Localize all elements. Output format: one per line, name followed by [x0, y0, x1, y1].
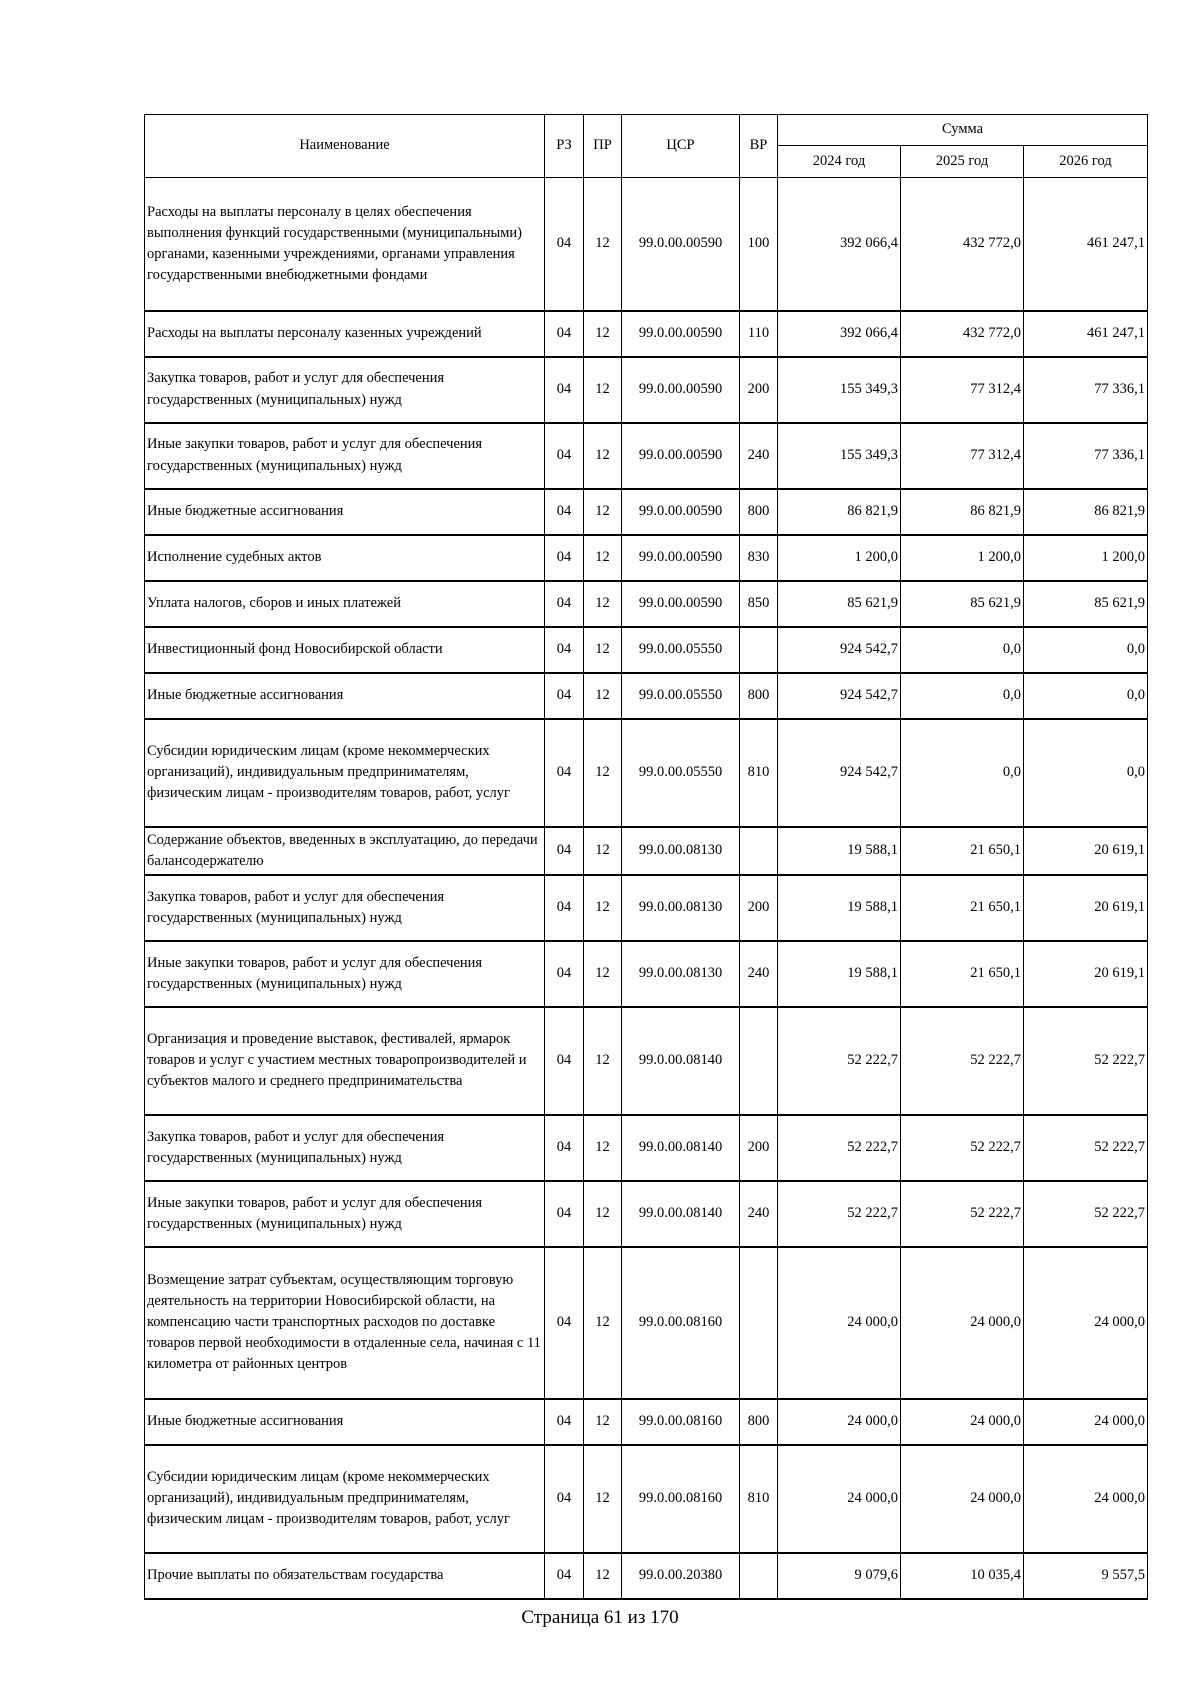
cell-sum-2025: 432 772,0 — [901, 178, 1024, 311]
budget-table — [144, 114, 1148, 1600]
cell-name: Уплата налогов, сборов и иных платежей — [145, 581, 545, 627]
cell-sum-2024: 155 349,3 — [778, 357, 901, 423]
cell-sum-2025: 21 650,1 — [901, 827, 1024, 875]
cell-name: Иные закупки товаров, работ и услуг для обеспечения государственных (муниципальных) нужд — [145, 1181, 545, 1247]
header-year-2024: 2024 год — [778, 146, 901, 178]
cell-sum-2024: 392 066,4 — [778, 178, 901, 311]
cell-sum-2024: 19 588,1 — [778, 941, 901, 1007]
cell-rz: 04 — [545, 357, 584, 423]
cell-vr — [740, 1007, 778, 1115]
cell-sum-2026: 77 336,1 — [1024, 423, 1148, 489]
cell-csr: 99.0.00.08140 — [622, 1181, 740, 1247]
cell-rz: 04 — [545, 1247, 584, 1399]
cell-sum-2025: 85 621,9 — [901, 581, 1024, 627]
table-row — [145, 178, 1148, 311]
cell-name: Расходы на выплаты персоналу в целях обеспечения выполнения функций государственными (муниципальными) органами, казенными учреждениями, органами управления государственными внебюджетными фондами — [145, 178, 545, 311]
cell-csr: 99.0.00.08130 — [622, 875, 740, 941]
cell-csr: 99.0.00.08130 — [622, 941, 740, 1007]
cell-csr: 99.0.00.00590 — [622, 423, 740, 489]
cell-name: Иные закупки товаров, работ и услуг для обеспечения государственных (муниципальных) нужд — [145, 941, 545, 1007]
cell-sum-2026: 0,0 — [1024, 719, 1148, 827]
table-row — [145, 827, 1148, 875]
cell-sum-2025: 0,0 — [901, 673, 1024, 719]
cell-sum-2024: 924 542,7 — [778, 719, 901, 827]
cell-vr: 830 — [740, 535, 778, 581]
cell-csr: 99.0.00.00590 — [622, 357, 740, 423]
table-row — [145, 1181, 1148, 1247]
cell-pr: 12 — [584, 1007, 622, 1115]
cell-sum-2025: 52 222,7 — [901, 1181, 1024, 1247]
cell-pr: 12 — [584, 1553, 622, 1599]
cell-sum-2024: 24 000,0 — [778, 1247, 901, 1399]
table-row — [145, 357, 1148, 423]
cell-csr: 99.0.00.00590 — [622, 311, 740, 357]
cell-rz: 04 — [545, 1181, 584, 1247]
cell-sum-2025: 86 821,9 — [901, 489, 1024, 535]
cell-sum-2025: 0,0 — [901, 719, 1024, 827]
header-sum: Сумма — [778, 115, 1148, 146]
cell-sum-2025: 21 650,1 — [901, 875, 1024, 941]
cell-sum-2026: 20 619,1 — [1024, 827, 1148, 875]
cell-pr: 12 — [584, 875, 622, 941]
table-row — [145, 627, 1148, 673]
cell-rz: 04 — [545, 1007, 584, 1115]
header-vr: ВР — [740, 115, 778, 178]
cell-sum-2026: 52 222,7 — [1024, 1115, 1148, 1181]
cell-name: Возмещение затрат субъектам, осуществляющим торговую деятельность на территории Новосибирской области, на компенсацию части транспортных расходов по доставке товаров первой необходимости в отдаленные села, начиная с 11 километра от районных центров — [145, 1247, 545, 1399]
cell-name: Субсидии юридическим лицам (кроме некоммерческих организаций), индивидуальным предпринимателям, физическим лицам - производителям товаров, работ, услуг — [145, 1445, 545, 1553]
cell-pr: 12 — [584, 1181, 622, 1247]
cell-vr: 200 — [740, 357, 778, 423]
cell-csr: 99.0.00.08160 — [622, 1247, 740, 1399]
cell-csr: 99.0.00.05550 — [622, 673, 740, 719]
cell-sum-2026: 24 000,0 — [1024, 1445, 1148, 1553]
table-row — [145, 1399, 1148, 1445]
cell-sum-2024: 52 222,7 — [778, 1115, 901, 1181]
table-row — [145, 535, 1148, 581]
table-row — [145, 1247, 1148, 1399]
cell-sum-2025: 77 312,4 — [901, 423, 1024, 489]
cell-vr: 810 — [740, 1445, 778, 1553]
table-row — [145, 581, 1148, 627]
cell-vr: 800 — [740, 673, 778, 719]
cell-sum-2024: 86 821,9 — [778, 489, 901, 535]
cell-vr: 810 — [740, 719, 778, 827]
cell-pr: 12 — [584, 627, 622, 673]
cell-rz: 04 — [545, 673, 584, 719]
cell-sum-2025: 52 222,7 — [901, 1007, 1024, 1115]
cell-pr: 12 — [584, 535, 622, 581]
cell-sum-2025: 77 312,4 — [901, 357, 1024, 423]
table-row — [145, 719, 1148, 827]
header-year-2025: 2025 год — [901, 146, 1024, 178]
cell-pr: 12 — [584, 1445, 622, 1553]
cell-name: Расходы на выплаты персоналу казенных учреждений — [145, 311, 545, 357]
cell-rz: 04 — [545, 489, 584, 535]
cell-vr: 800 — [740, 1399, 778, 1445]
cell-name: Иные бюджетные ассигнования — [145, 673, 545, 719]
cell-sum-2025: 21 650,1 — [901, 941, 1024, 1007]
cell-sum-2024: 85 621,9 — [778, 581, 901, 627]
cell-vr: 800 — [740, 489, 778, 535]
cell-rz: 04 — [545, 1399, 584, 1445]
cell-sum-2024: 1 200,0 — [778, 535, 901, 581]
cell-pr: 12 — [584, 489, 622, 535]
cell-sum-2026: 52 222,7 — [1024, 1007, 1148, 1115]
cell-csr: 99.0.00.00590 — [622, 535, 740, 581]
cell-vr: 240 — [740, 1181, 778, 1247]
cell-sum-2024: 52 222,7 — [778, 1007, 901, 1115]
table-row — [145, 1553, 1148, 1599]
cell-rz: 04 — [545, 941, 584, 1007]
cell-sum-2026: 461 247,1 — [1024, 178, 1148, 311]
cell-sum-2024: 155 349,3 — [778, 423, 901, 489]
cell-vr: 200 — [740, 1115, 778, 1181]
cell-pr: 12 — [584, 311, 622, 357]
cell-sum-2026: 0,0 — [1024, 673, 1148, 719]
header-rz: РЗ — [545, 115, 584, 178]
cell-sum-2024: 24 000,0 — [778, 1445, 901, 1553]
table-header-row — [145, 115, 1148, 146]
table-row — [145, 423, 1148, 489]
cell-name: Закупка товаров, работ и услуг для обеспечения государственных (муниципальных) нужд — [145, 357, 545, 423]
cell-sum-2026: 1 200,0 — [1024, 535, 1148, 581]
cell-name: Исполнение судебных актов — [145, 535, 545, 581]
cell-rz: 04 — [545, 1445, 584, 1553]
cell-rz: 04 — [545, 423, 584, 489]
cell-pr: 12 — [584, 1399, 622, 1445]
cell-name: Иные бюджетные ассигнования — [145, 1399, 545, 1445]
cell-pr: 12 — [584, 1115, 622, 1181]
cell-vr — [740, 827, 778, 875]
cell-csr: 99.0.00.08130 — [622, 827, 740, 875]
cell-vr: 110 — [740, 311, 778, 357]
cell-name: Закупка товаров, работ и услуг для обеспечения государственных (муниципальных) нужд — [145, 1115, 545, 1181]
cell-pr: 12 — [584, 827, 622, 875]
cell-sum-2024: 924 542,7 — [778, 673, 901, 719]
header-name: Наименование — [145, 115, 545, 178]
cell-rz: 04 — [545, 627, 584, 673]
header-year-2026: 2026 год — [1024, 146, 1148, 178]
cell-csr: 99.0.00.08160 — [622, 1445, 740, 1553]
cell-name: Организация и проведение выставок, фестивалей, ярмарок товаров и услуг с участием местных товаропроизводителей и субъектов малого и среднего предпринимательства — [145, 1007, 545, 1115]
cell-vr: 850 — [740, 581, 778, 627]
header-pr: ПР — [584, 115, 622, 178]
table-row — [145, 311, 1148, 357]
cell-csr: 99.0.00.00590 — [622, 178, 740, 311]
cell-sum-2025: 432 772,0 — [901, 311, 1024, 357]
cell-sum-2026: 86 821,9 — [1024, 489, 1148, 535]
cell-csr: 99.0.00.00590 — [622, 581, 740, 627]
cell-vr — [740, 627, 778, 673]
cell-sum-2026: 52 222,7 — [1024, 1181, 1148, 1247]
cell-csr: 99.0.00.05550 — [622, 719, 740, 827]
cell-sum-2025: 1 200,0 — [901, 535, 1024, 581]
cell-name: Иные бюджетные ассигнования — [145, 489, 545, 535]
cell-sum-2026: 9 557,5 — [1024, 1553, 1148, 1599]
cell-rz: 04 — [545, 1115, 584, 1181]
cell-csr: 99.0.00.20380 — [622, 1553, 740, 1599]
cell-pr: 12 — [584, 178, 622, 311]
cell-csr: 99.0.00.08160 — [622, 1399, 740, 1445]
cell-pr: 12 — [584, 1247, 622, 1399]
cell-sum-2026: 20 619,1 — [1024, 875, 1148, 941]
cell-csr: 99.0.00.08140 — [622, 1007, 740, 1115]
table-row — [145, 1445, 1148, 1553]
table-body — [145, 178, 1148, 1599]
cell-sum-2024: 924 542,7 — [778, 627, 901, 673]
cell-rz: 04 — [545, 535, 584, 581]
cell-sum-2024: 24 000,0 — [778, 1399, 901, 1445]
cell-name: Иные закупки товаров, работ и услуг для обеспечения государственных (муниципальных) нужд — [145, 423, 545, 489]
cell-sum-2026: 24 000,0 — [1024, 1399, 1148, 1445]
cell-csr: 99.0.00.08140 — [622, 1115, 740, 1181]
cell-csr: 99.0.00.00590 — [622, 489, 740, 535]
cell-sum-2025: 24 000,0 — [901, 1445, 1024, 1553]
cell-name: Субсидии юридическим лицам (кроме некоммерческих организаций), индивидуальным предпринимателям, физическим лицам - производителям товаров, работ, услуг — [145, 719, 545, 827]
cell-vr: 240 — [740, 423, 778, 489]
cell-sum-2024: 392 066,4 — [778, 311, 901, 357]
header-csr: ЦСР — [622, 115, 740, 178]
cell-sum-2025: 52 222,7 — [901, 1115, 1024, 1181]
cell-vr: 200 — [740, 875, 778, 941]
cell-rz: 04 — [545, 1553, 584, 1599]
cell-pr: 12 — [584, 423, 622, 489]
cell-rz: 04 — [545, 827, 584, 875]
table-row — [145, 1115, 1148, 1181]
page-number: Страница 61 из 170 — [521, 1607, 679, 1628]
cell-name: Инвестиционный фонд Новосибирской области — [145, 627, 545, 673]
cell-sum-2026: 77 336,1 — [1024, 357, 1148, 423]
cell-pr: 12 — [584, 673, 622, 719]
cell-sum-2024: 19 588,1 — [778, 827, 901, 875]
cell-pr: 12 — [584, 719, 622, 827]
table-row — [145, 1007, 1148, 1115]
cell-name: Содержание объектов, введенных в эксплуатацию, до передачи балансодержателю — [145, 827, 545, 875]
cell-rz: 04 — [545, 581, 584, 627]
cell-pr: 12 — [584, 581, 622, 627]
cell-rz: 04 — [545, 719, 584, 827]
cell-sum-2025: 24 000,0 — [901, 1247, 1024, 1399]
cell-vr: 240 — [740, 941, 778, 1007]
cell-sum-2026: 85 621,9 — [1024, 581, 1148, 627]
cell-rz: 04 — [545, 311, 584, 357]
table-row — [145, 673, 1148, 719]
cell-sum-2026: 461 247,1 — [1024, 311, 1148, 357]
cell-sum-2025: 24 000,0 — [901, 1399, 1024, 1445]
cell-sum-2026: 20 619,1 — [1024, 941, 1148, 1007]
cell-rz: 04 — [545, 178, 584, 311]
cell-csr: 99.0.00.05550 — [622, 627, 740, 673]
cell-sum-2025: 0,0 — [901, 627, 1024, 673]
cell-sum-2024: 52 222,7 — [778, 1181, 901, 1247]
cell-pr: 12 — [584, 357, 622, 423]
cell-pr: 12 — [584, 941, 622, 1007]
cell-name: Закупка товаров, работ и услуг для обеспечения государственных (муниципальных) нужд — [145, 875, 545, 941]
cell-sum-2025: 10 035,4 — [901, 1553, 1024, 1599]
table-row — [145, 941, 1148, 1007]
cell-name: Прочие выплаты по обязательствам государства — [145, 1553, 545, 1599]
cell-sum-2024: 9 079,6 — [778, 1553, 901, 1599]
cell-vr: 100 — [740, 178, 778, 311]
cell-sum-2026: 24 000,0 — [1024, 1247, 1148, 1399]
cell-vr — [740, 1247, 778, 1399]
table-row — [145, 489, 1148, 535]
cell-vr — [740, 1553, 778, 1599]
table-row — [145, 875, 1148, 941]
cell-sum-2026: 0,0 — [1024, 627, 1148, 673]
cell-sum-2024: 19 588,1 — [778, 875, 901, 941]
cell-rz: 04 — [545, 875, 584, 941]
